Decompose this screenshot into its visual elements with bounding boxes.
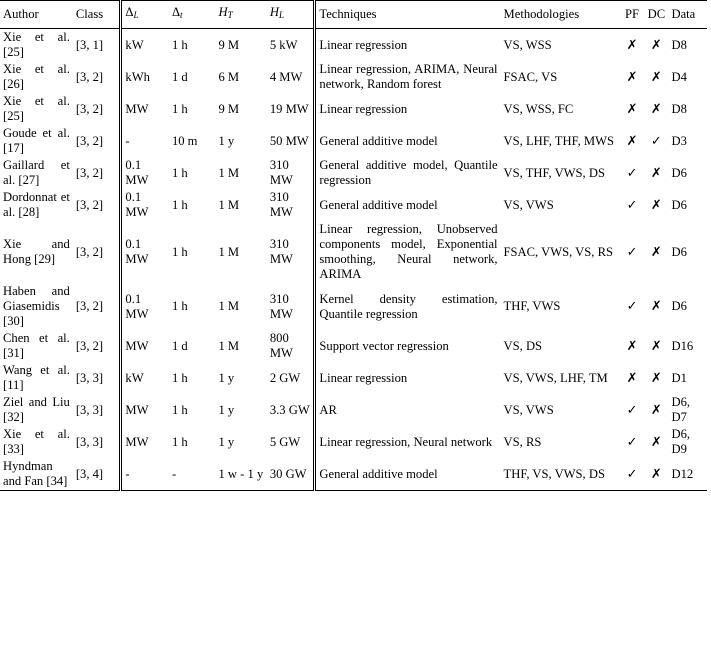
- table-row: [0, 221, 707, 283]
- cell-data: D6: [671, 244, 687, 259]
- pf-mark: ✗: [626, 101, 638, 117]
- cell-methodologies: VS, VWS: [503, 402, 554, 417]
- cell-techniques: Support vector regression: [319, 338, 449, 353]
- table-row: [0, 157, 707, 189]
- cell-h-t: 1 M: [218, 244, 240, 259]
- cell-h-t: 1 M: [218, 338, 240, 353]
- cell-techniques: General additive model, Quantile regression: [319, 158, 498, 187]
- cell-data: D16: [671, 338, 694, 353]
- pf-mark: ✓: [626, 402, 638, 418]
- cell-techniques: Linear regression, Unobserved components model, Exponential smoothing, Neural network, ARIMA: [319, 222, 498, 281]
- cell-h-l: 310 MW: [267, 221, 315, 283]
- cell-delta-l: -: [121, 458, 169, 491]
- cell-pf: [620, 61, 644, 93]
- cell-h-t: 1 M: [218, 299, 240, 313]
- dc-mark: ✗: [650, 402, 662, 418]
- pf-mark: ✓: [626, 165, 638, 181]
- cell-author: Xie et al. [26]: [3, 62, 70, 91]
- cell-data: D4: [671, 69, 687, 84]
- cell-h-l: 310 MW: [267, 157, 315, 189]
- dc-mark: ✗: [650, 165, 662, 181]
- cell-class: [3, 3]: [73, 394, 121, 426]
- cell-dc: [644, 189, 668, 221]
- cell-delta-t: 1 h: [171, 244, 188, 259]
- cell-h-t: 1 y: [218, 133, 235, 148]
- cell-dc: [644, 426, 668, 458]
- cell-delta-l: 0.1 MW: [125, 158, 149, 187]
- cell-h-l: 4 MW: [267, 61, 315, 93]
- cell-class: [3, 3]: [73, 362, 121, 394]
- cell-class: [3, 2]: [73, 157, 121, 189]
- cell-dc: [644, 93, 668, 125]
- cell-h-t: 1 M: [218, 165, 240, 180]
- cell-class: [3, 2]: [73, 221, 121, 283]
- table-row: [0, 458, 707, 491]
- pf-mark: ✓: [626, 434, 638, 450]
- cell-delta-l: kWh: [125, 69, 150, 84]
- cell-delta-l: MW: [125, 402, 149, 417]
- header-methodologies: Methodologies: [501, 1, 620, 29]
- cell-methodologies: VS, VWS, LHF, TM: [503, 370, 608, 385]
- cell-h-t: 1 M: [218, 197, 240, 212]
- dc-mark: ✗: [650, 466, 662, 482]
- cell-methodologies: VS, THF, VWS, DS: [503, 165, 605, 180]
- header-data: Data: [668, 1, 707, 29]
- table-body: [0, 29, 707, 491]
- cell-pf: [620, 458, 644, 491]
- cell-author: Xie et al. [25]: [3, 94, 70, 123]
- cell-dc: [644, 458, 668, 491]
- cell-data: D1: [671, 370, 687, 385]
- cell-author: Xie et al. [25]: [3, 30, 70, 59]
- table-row: [0, 93, 707, 125]
- cell-pf: [620, 362, 644, 394]
- cell-author: Ziel and Liu [32]: [3, 395, 70, 424]
- cell-h-l: 310 MW: [267, 189, 315, 221]
- dc-mark: ✗: [650, 370, 662, 386]
- header-class: Class: [73, 1, 121, 29]
- table-row: [0, 394, 707, 426]
- table-row: [0, 362, 707, 394]
- cell-pf: [620, 221, 644, 283]
- cell-h-t: 1 y: [218, 402, 235, 417]
- cell-dc: [644, 157, 668, 189]
- cell-h-l: 800 MW: [267, 330, 315, 362]
- cell-pf: [620, 157, 644, 189]
- cell-methodologies: VS, WSS, FC: [503, 101, 574, 116]
- cell-techniques: Linear regression: [319, 370, 408, 385]
- cell-delta-l: MW: [125, 338, 149, 353]
- dc-mark: ✗: [650, 244, 662, 260]
- dc-mark: ✗: [650, 338, 662, 354]
- cell-dc: [644, 330, 668, 362]
- cell-h-t: 1 w - 1 y: [215, 458, 266, 491]
- cell-pf: [620, 189, 644, 221]
- cell-h-t: 9 M: [218, 37, 240, 52]
- cell-techniques: Linear regression, ARIMA, Neural network, Random forest: [319, 62, 498, 91]
- pf-mark: ✗: [626, 133, 638, 149]
- cell-pf: [620, 394, 644, 426]
- cell-h-l: 5 kW: [267, 29, 315, 62]
- cell-delta-t: 1 d: [171, 338, 188, 353]
- header-h-t: $H_T$: [215, 1, 266, 29]
- cell-author: Haben and Giasemidis [30]: [3, 284, 70, 328]
- cell-delta-t: -: [169, 458, 216, 491]
- cell-methodologies: VS, VWS: [503, 197, 554, 212]
- cell-techniques: General additive model: [319, 197, 438, 212]
- cell-data: D6: [671, 165, 687, 180]
- cell-data: D8: [671, 101, 687, 116]
- cell-class: [3, 4]: [73, 458, 121, 491]
- header-author: Author: [0, 1, 73, 29]
- cell-h-l: 5 GW: [267, 426, 315, 458]
- cell-author: Gaillard et al. [27]: [3, 158, 70, 187]
- cell-delta-t: 1 h: [171, 165, 188, 180]
- pf-mark: ✓: [626, 466, 638, 482]
- cell-methodologies: VS, LHF, THF, MWS: [503, 133, 614, 148]
- cell-techniques: Linear regression, Neural network: [319, 434, 493, 449]
- cell-methodologies: FSAC, VWS, VS, RS: [503, 244, 613, 259]
- table-row: [0, 330, 707, 362]
- cell-class: [3, 2]: [73, 283, 121, 330]
- cell-author: Xie and Hong [29]: [3, 237, 70, 266]
- cell-delta-t: 1 h: [171, 370, 188, 385]
- dc-mark: ✓: [650, 133, 662, 149]
- cell-techniques: General additive model: [315, 458, 501, 491]
- cell-h-t: 1 y: [218, 370, 235, 385]
- cell-dc: [644, 394, 668, 426]
- cell-data: D6, D7: [671, 395, 691, 424]
- cell-delta-t: 1 h: [171, 434, 188, 449]
- cell-delta-t: 1 h: [171, 37, 188, 52]
- cell-delta-t: 1 h: [171, 299, 188, 313]
- cell-dc: [644, 362, 668, 394]
- cell-data: D6, D9: [671, 427, 691, 456]
- cell-author: Dordonnat et al. [28]: [3, 190, 70, 219]
- cell-h-l: 30 GW: [267, 458, 315, 491]
- cell-h-l: 3.3 GW: [267, 394, 315, 426]
- table-row: [0, 29, 707, 62]
- cell-delta-t: 1 h: [171, 101, 188, 116]
- cell-h-t: 6 M: [218, 69, 240, 84]
- cell-delta-l: -: [125, 133, 130, 148]
- header-h-l: $H_L$: [267, 1, 315, 29]
- cell-class: [3, 2]: [73, 189, 121, 221]
- pf-mark: ✗: [626, 338, 638, 354]
- cell-class: [3, 2]: [73, 125, 121, 157]
- cell-techniques: Kernel density estimation, Quantile regression: [319, 291, 498, 321]
- cell-class: [3, 2]: [73, 330, 121, 362]
- dc-mark: ✗: [650, 37, 662, 53]
- cell-author: Hyndman and Fan [34]: [0, 458, 73, 491]
- table-row: [0, 125, 707, 157]
- table-row: [0, 189, 707, 221]
- cell-pf: [620, 330, 644, 362]
- pf-mark: ✗: [626, 370, 638, 386]
- dc-mark: ✗: [650, 434, 662, 450]
- cell-methodologies: VS, DS: [503, 338, 543, 353]
- cell-class: [3, 2]: [73, 93, 121, 125]
- cell-h-l: 310 MW: [267, 283, 315, 330]
- table-row: [0, 61, 707, 93]
- table-row: [0, 283, 707, 330]
- cell-pf: [620, 29, 644, 62]
- cell-data: D8: [671, 37, 687, 52]
- cell-delta-l: MW: [125, 101, 149, 116]
- cell-techniques: Linear regression: [319, 101, 408, 116]
- cell-methodologies: THF, VWS: [503, 299, 561, 313]
- header-dc: DC: [644, 1, 668, 29]
- header-row: [0, 1, 707, 29]
- cell-delta-l: 0.1 MW: [125, 190, 149, 219]
- cell-delta-t: 1 d: [171, 69, 188, 84]
- header-techniques: Techniques: [315, 1, 501, 29]
- pf-mark: ✗: [626, 69, 638, 85]
- cell-pf: [620, 283, 644, 330]
- cell-h-l: 19 MW: [267, 93, 315, 125]
- pf-mark: ✓: [626, 197, 638, 213]
- cell-delta-t: 1 h: [171, 197, 188, 212]
- cell-pf: [620, 426, 644, 458]
- dc-mark: ✗: [650, 69, 662, 85]
- cell-pf: [620, 93, 644, 125]
- dc-mark: ✗: [650, 101, 662, 117]
- cell-delta-l: kW: [125, 370, 144, 385]
- cell-author: Goude et al. [17]: [3, 126, 70, 155]
- cell-techniques: Linear regression: [319, 37, 408, 52]
- table-row: [0, 426, 707, 458]
- cell-techniques: AR: [319, 402, 337, 417]
- cell-h-t: 9 M: [218, 101, 240, 116]
- pf-mark: ✓: [626, 299, 638, 314]
- cell-author: Xie et al. [33]: [3, 427, 70, 456]
- cell-class: [3, 2]: [73, 61, 121, 93]
- cell-dc: [644, 29, 668, 62]
- cell-h-t: 1 y: [218, 434, 235, 449]
- header-pf: PF: [620, 1, 644, 29]
- cell-dc: [644, 125, 668, 157]
- dc-mark: ✗: [650, 299, 662, 314]
- dc-mark: ✗: [650, 197, 662, 213]
- cell-author: Chen et al. [31]: [3, 331, 70, 360]
- cell-h-l: 2 GW: [267, 362, 315, 394]
- cell-methodologies: VS, WSS: [503, 37, 552, 52]
- cell-dc: [644, 61, 668, 93]
- cell-data: D12: [668, 458, 707, 491]
- cell-data: D6: [671, 299, 687, 313]
- cell-dc: [644, 221, 668, 283]
- cell-pf: [620, 125, 644, 157]
- cell-h-l: 50 MW: [267, 125, 315, 157]
- cell-techniques: General additive model: [319, 133, 438, 148]
- pf-mark: ✓: [626, 244, 638, 260]
- cell-delta-t: 10 m: [171, 133, 198, 148]
- cell-delta-l: 0.1 MW: [125, 237, 149, 266]
- cell-delta-l: MW: [125, 434, 149, 449]
- header-delta-l: $\Delta_L$: [121, 1, 169, 29]
- cell-delta-l: 0.1 MW: [125, 291, 149, 321]
- cell-class: [3, 1]: [73, 29, 121, 62]
- cell-delta-l: kW: [125, 37, 144, 52]
- cell-delta-t: 1 h: [171, 402, 188, 417]
- cell-methodologies: FSAC, VS: [503, 69, 558, 84]
- cell-author: Wang et al. [11]: [3, 363, 70, 392]
- header-delta-t: $\Delta_t$: [169, 1, 216, 29]
- cell-data: D3: [671, 133, 687, 148]
- cell-class: [3, 3]: [73, 426, 121, 458]
- cell-data: D6: [671, 197, 687, 212]
- cell-dc: [644, 283, 668, 330]
- cell-methodologies: THF, VS, VWS, DS: [501, 458, 620, 491]
- pf-mark: ✗: [626, 37, 638, 53]
- cell-methodologies: VS, RS: [503, 434, 542, 449]
